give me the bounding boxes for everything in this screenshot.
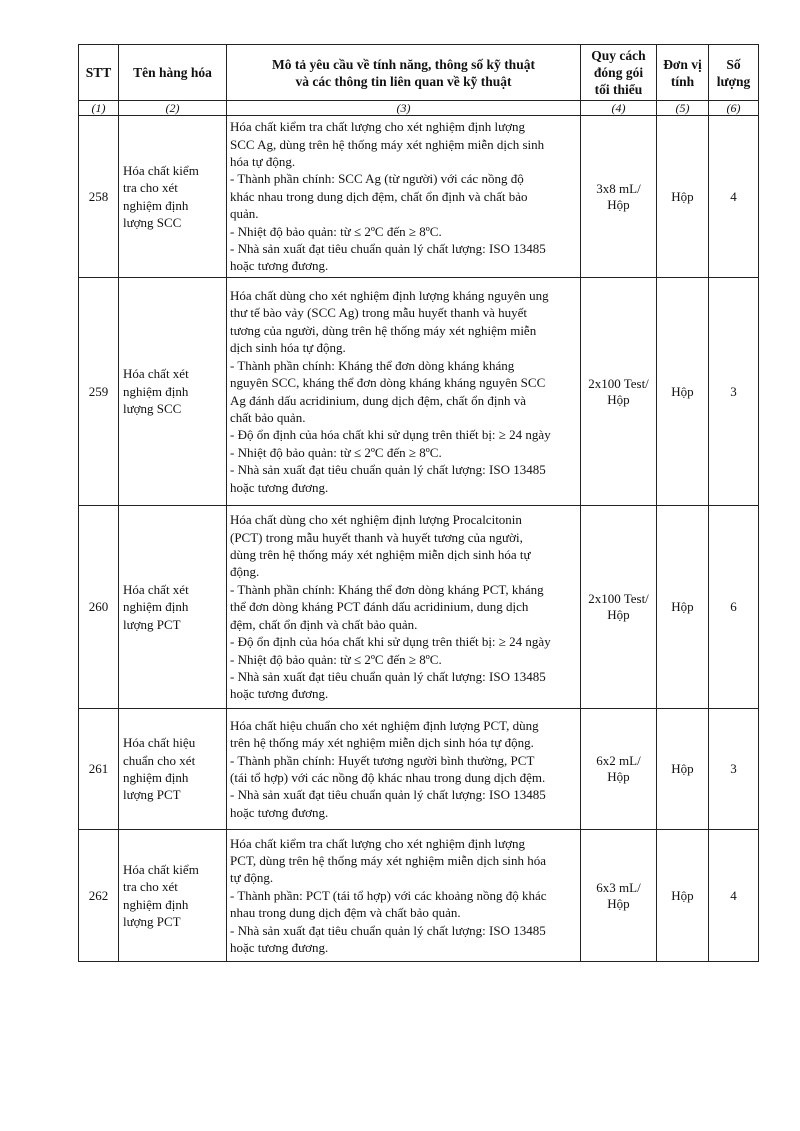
item-name-line: tra cho xét (123, 180, 178, 196)
row-stt: 261 (79, 709, 119, 830)
row-unit: Hộp (657, 709, 709, 830)
packaging-line: 6x3 mL/ (596, 879, 641, 895)
description-line: chất bảo quản. (230, 409, 306, 425)
column-number: (5) (657, 101, 709, 116)
description-line: - Độ ổn định của hóa chất khi sử dụng trên thiết bị: ≥ 24 ngày (230, 427, 551, 443)
description-line: - Nhà sản xuất đạt tiêu chuẩn quản lý chất lượng: ISO 13485 (230, 787, 546, 803)
row-item-name (119, 506, 227, 709)
description-line: động. (230, 564, 260, 580)
column-number: (6) (709, 101, 759, 116)
description-line: SCC Ag, dùng trên hệ thống máy xét nghiệm miễn dịch sinh (230, 136, 545, 152)
row-quantity: 4 (709, 830, 759, 962)
row-stt: 258 (79, 116, 119, 278)
row-unit: Hộp (657, 116, 709, 278)
table-row (79, 116, 759, 278)
packaging-line: Hộp (607, 391, 630, 407)
header-quantity-line: Số (726, 56, 741, 72)
description-line: khác nhau trong dung dịch đệm, chất ổn định và chất bảo (230, 188, 528, 204)
table-row (79, 506, 759, 709)
document-page (78, 44, 758, 962)
row-description (227, 830, 581, 962)
row-quantity: 3 (709, 278, 759, 506)
description-line: Hóa chất hiệu chuẩn cho xét nghiệm định lượng PCT, dùng (230, 717, 539, 733)
description-line: dịch sinh hóa tự động. (230, 340, 346, 356)
description-line: hoặc tương đương. (230, 686, 329, 702)
description-line: hoặc tương đương. (230, 479, 329, 495)
header-description-line: Mô tả yêu cầu về tính năng, thông số kỹ thuật (272, 56, 535, 72)
header-description (227, 45, 581, 101)
row-packaging (581, 709, 657, 830)
item-name-line: nghiệm định (123, 599, 189, 615)
header-packaging (581, 45, 657, 101)
item-name-line: lượng SCC (123, 401, 182, 417)
description-line: Hóa chất kiểm tra chất lượng cho xét nghiệm định lượng (230, 835, 525, 851)
row-quantity: 4 (709, 116, 759, 278)
row-packaging (581, 116, 657, 278)
column-number-row (79, 101, 759, 116)
description-line: - Nhà sản xuất đạt tiêu chuẩn quản lý chất lượng: ISO 13485 (230, 668, 546, 684)
packaging-line: 6x2 mL/ (596, 753, 641, 768)
item-name-line: tra cho xét (123, 879, 178, 895)
description-line: - Thành phần chính: Huyết tương người bình thường, PCT (230, 752, 535, 768)
row-item-name (119, 116, 227, 278)
row-unit: Hộp (657, 506, 709, 709)
row-description (227, 116, 581, 278)
row-description (227, 278, 581, 506)
description-line: thể đơn dòng kháng PCT đánh dấu acridinium, dung dịch (230, 599, 529, 615)
item-name-line: lượng PCT (123, 616, 181, 632)
header-packaging-line: tối thiểu (594, 82, 643, 97)
packaging-line: 2x100 Test/ (588, 591, 649, 606)
column-number: (4) (581, 101, 657, 116)
item-name-line: nghiệm định (123, 197, 189, 213)
row-item-name (119, 830, 227, 962)
description-line: - Độ ổn định của hóa chất khi sử dụng trên thiết bị: ≥ 24 ngày (230, 634, 551, 650)
description-line: - Nhà sản xuất đạt tiêu chuẩn quản lý chất lượng: ISO 13485 (230, 922, 546, 938)
description-line: Hóa chất dùng cho xét nghiệm định lượng Procalcitonin (230, 512, 522, 528)
description-line: tự động. (230, 870, 274, 886)
header-unit-line: tính (670, 73, 695, 89)
description-line: - Nhiệt độ bảo quản: từ ≤ 2ºC đến ≥ 8ºC. (230, 223, 442, 239)
description-line: Ag đánh dấu acridinium, dung dịch đệm, chất ổn định và (230, 392, 527, 408)
header-description-line: và các thông tin liên quan về kỹ thuật (295, 73, 512, 89)
item-name-line: nghiệm định (123, 896, 189, 912)
item-name-line: Hóa chất xét (123, 366, 189, 382)
description-line: - Thành phần chính: Kháng thể đơn dòng kháng PCT, kháng (230, 581, 544, 597)
item-name-line: Hóa chất xét (123, 581, 189, 597)
description-line: - Nhiệt độ bảo quản: từ ≤ 2ºC đến ≥ 8ºC. (230, 651, 442, 667)
description-line: hoặc tương đương. (230, 804, 329, 820)
table-row (79, 278, 759, 506)
description-line: Hóa chất kiểm tra chất lượng cho xét nghiệm định lượng (230, 119, 525, 135)
header-quantity (709, 45, 759, 101)
description-line: hóa tự động. (230, 153, 296, 169)
row-stt: 260 (79, 506, 119, 709)
row-stt: 262 (79, 830, 119, 962)
description-line: hoặc tương đương. (230, 940, 329, 956)
table-header-row (79, 45, 759, 101)
description-line: nguyên SCC, kháng thể đơn dòng kháng kháng nguyên SCC (230, 375, 546, 391)
description-line: hoặc tương đương. (230, 258, 329, 274)
description-line: (PCT) trong mẫu huyết thanh và huyết tương của người, (230, 529, 523, 545)
description-line: - Nhiệt độ bảo quản: từ ≤ 2ºC đến ≥ 8ºC. (230, 444, 442, 460)
packaging-line: Hộp (607, 895, 630, 911)
packaging-line: Hộp (607, 769, 630, 784)
description-line: - Thành phần chính: SCC Ag (từ người) với các nồng độ (230, 171, 524, 187)
row-quantity: 6 (709, 506, 759, 709)
description-line: - Thành phần: PCT (tái tổ hợp) với các khoảng nồng độ khác (230, 887, 547, 903)
description-line: - Nhà sản xuất đạt tiêu chuẩn quản lý chất lượng: ISO 13485 (230, 462, 546, 478)
packaging-line: Hộp (607, 196, 630, 212)
table-row (79, 830, 759, 962)
packaging-line: Hộp (607, 607, 630, 622)
header-quantity-line: lượng (716, 73, 751, 89)
description-line: thư tế bào vảy (SCC Ag) trong mẫu huyết thanh và huyết (230, 305, 527, 321)
row-description (227, 506, 581, 709)
row-packaging (581, 278, 657, 506)
row-stt: 259 (79, 278, 119, 506)
packaging-line: 2x100 Test/ (588, 375, 649, 391)
header-stt: STT (79, 45, 119, 101)
header-name: Tên hàng hóa (119, 45, 227, 101)
item-name-line: chuẩn cho xét (123, 752, 196, 768)
description-line: - Thành phần chính: Kháng thể đơn dòng kháng kháng (230, 357, 515, 373)
description-line: quản. (230, 206, 259, 222)
header-unit-line: Đơn vị (663, 56, 702, 72)
item-name-line: Hóa chất kiểm (123, 162, 199, 178)
description-line: (tái tổ hợp) với các nồng độ khác nhau trong dung dịch đệm. (230, 770, 546, 785)
row-packaging (581, 506, 657, 709)
column-number: (2) (119, 101, 227, 116)
table-row (79, 709, 759, 830)
column-number: (3) (227, 101, 581, 116)
item-name-line: lượng SCC (123, 214, 182, 230)
header-packaging-line: Quy cách (591, 48, 646, 63)
column-number: (1) (79, 101, 119, 116)
item-name-line: Hóa chất hiệu (123, 735, 196, 751)
description-line: - Nhà sản xuất đạt tiêu chuẩn quản lý chất lượng: ISO 13485 (230, 241, 546, 257)
row-description (227, 709, 581, 830)
description-line: dùng trên hệ thống máy xét nghiệm miễn dịch sinh hóa tự (230, 547, 531, 563)
item-name-line: lượng PCT (123, 787, 181, 803)
row-quantity: 3 (709, 709, 759, 830)
table-body (79, 116, 759, 962)
specification-table (78, 44, 759, 962)
description-line: đệm, chất ổn định và chất bảo quản. (230, 616, 418, 632)
row-unit: Hộp (657, 278, 709, 506)
item-name-line: nghiệm định (123, 383, 189, 399)
item-name-line: Hóa chất kiểm (123, 861, 199, 877)
description-line: tương của người, dùng trên hệ thống máy xét nghiệm miễn (230, 322, 537, 338)
row-packaging (581, 830, 657, 962)
item-name-line: nghiệm định (123, 770, 189, 785)
item-name-line: lượng PCT (123, 913, 181, 929)
description-line: trên hệ thống máy xét nghiệm miễn dịch sinh hóa tự động. (230, 735, 534, 751)
packaging-line: 3x8 mL/ (596, 180, 641, 196)
row-item-name (119, 709, 227, 830)
description-line: Hóa chất dùng cho xét nghiệm định lượng kháng nguyên ung (230, 288, 549, 304)
description-line: PCT, dùng trên hệ thống máy xét nghiệm miễn dịch sinh hóa (230, 852, 547, 868)
row-item-name (119, 278, 227, 506)
header-unit (657, 45, 709, 101)
row-unit: Hộp (657, 830, 709, 962)
description-line: nhau trong dung dịch đệm và chất bảo quản. (230, 905, 461, 921)
header-packaging-line: đóng gói (593, 65, 644, 80)
